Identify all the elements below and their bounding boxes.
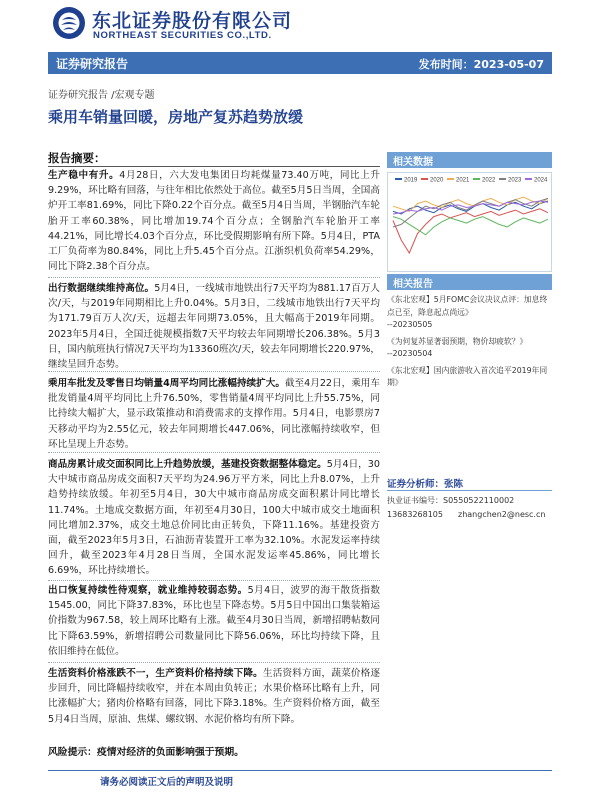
analyst-rule	[387, 490, 552, 491]
breadcrumb: 证券研究报告 /宏观专题	[48, 90, 155, 101]
related-reports-title: 相关报告	[393, 279, 433, 290]
footer-rule	[48, 770, 552, 771]
legend-label-2019: 2019	[404, 177, 418, 184]
company-name-en: NORTHEAST SECURITIES CO.,LTD.	[93, 30, 272, 41]
risk-warning: 风险提示：疫情对经济的负面影响强于预期。	[48, 747, 244, 758]
series-line-2020	[393, 209, 548, 253]
paragraph-lead: 商品房累计成交面积同比上升趋势放缓，基建投资数据整体稳定。	[48, 459, 327, 470]
summary-paragraph-property	[48, 457, 380, 579]
legend-label-2024: 2024	[534, 177, 548, 184]
paragraph-lead: 出口恢复持续性待观察，就业维持较弱态势。	[48, 585, 248, 596]
series-line-2022	[393, 217, 548, 235]
legend-label-2021: 2021	[456, 177, 470, 184]
related-data-header	[387, 152, 552, 168]
paragraph-divider	[48, 580, 380, 581]
analyst-email[interactable]: zhangchen2@nesc.cn	[458, 510, 546, 519]
paragraph-lead: 生活资料价格涨跌不一，生产资料价格持续下降。	[48, 668, 263, 679]
analyst-title: 证券分析师：张陈	[387, 479, 464, 490]
paragraph-divider	[48, 371, 380, 372]
summary-rule	[48, 166, 380, 167]
paragraph-lead: 生产稳中有升。	[48, 170, 120, 181]
summary-paragraph-exports	[48, 583, 380, 659]
company-logo	[52, 6, 86, 40]
summary-paragraph-auto-sales	[48, 376, 380, 452]
related-report-link[interactable]: 《东北宏观】国内旅游收入首次追平2019年同期》	[387, 365, 548, 387]
related-report-link[interactable]: 《东北宏观】5月FOMC会议决议点评：加息终点已至，降息起点尚远》	[387, 295, 548, 317]
analyst-license: 执业证书编号：S0550522110002	[387, 496, 515, 505]
series-line-2023	[393, 198, 548, 227]
paragraph-divider	[48, 662, 380, 663]
paragraph-divider	[48, 277, 380, 278]
paragraph-body: 4月28日，六大发电集团日均耗煤量73.40万吨，同比上升9.29%，环比略有回落，与往年相比依然处于高位。截至5月5日当周，全国高炉开工率81.69%，同比下降0.22个百分点。截至5月4日当周，半钢胎汽车轮胎开工率60.38%，同比增加19.74个百分点；全钢胎汽车轮胎开工率44.21%，同比增长4.03个百分点，环比受假期影响有所下降。5月4日，PTA工厂负荷率为80.84%，同比上升5.45个百分点。江浙织机负荷率54.29%，同比下降2.38个百分点。	[48, 170, 380, 273]
company-name-cn: 东北证券股份有限公司	[92, 10, 293, 32]
summary-paragraph-production	[48, 168, 380, 274]
header-bar	[48, 52, 552, 74]
paragraph-lead: 出行数据继续维持高位。	[48, 283, 155, 294]
related-reports-header	[387, 274, 552, 290]
related-report-date: --20230504	[387, 349, 433, 358]
analyst-phone: 13683268105	[387, 510, 443, 519]
paragraph-body: 生活资料方面，蔬菜价格逐步回升，同比降幅持续收窄，并在本周由负转正；水果价格环比略有上升，同比涨幅扩大；猪肉价格略有回落，同比下降3.18%。生产资料价格方面，截至5月4日当周，原油、焦煤、螺纹钢、水泥价格均有所下降。	[48, 668, 380, 725]
paragraph-lead: 乘用车批发及零售日均销量4周平均同比涨幅持续扩大。	[48, 378, 285, 389]
paragraph-body: 5月4日，30大中城市商品房成交面积7天平均为24.96万平方米，同比上升8.07%，上升趋势持续放缓。年初至5月4日，30大中城市商品房成交面积累计同比增长11.74%。土地成交数据方面，年初至4月30日，100大中城市成交土地面积同比增加2.37%，成交土地总价同比由正转负，下降11.16%。基建投资方面，截至2023年5月3日，石油沥青装置开工率为32.10%。水泥发运率持续回升，截至2023年4月28日当周，全国水泥发运率45.86%，同比增长6.69%，环比持续增长。	[48, 459, 381, 577]
legend-label-2020: 2020	[430, 177, 444, 184]
paragraph-body: 5月4日，波罗的海干散货指数1545.00，同比下降37.83%，环比也呈下降态势。5月5日中国出口集装箱运价指数为967.58，较上周环比略有上涨。截至4月30日当周，新增招聘帖数同比下降63.59%，新增招聘公司数量同比下降56.06%，环比均持续下降，且依旧维持在低位。	[48, 585, 380, 657]
summary-paragraph-travel	[48, 281, 380, 372]
legend-label-2022: 2022	[482, 177, 496, 184]
report-type-label: 证券研究报告	[56, 57, 129, 71]
legend-label-2023: 2023	[508, 177, 522, 184]
related-data-title: 相关数据	[393, 157, 433, 168]
related-report-date: --20230505	[387, 320, 433, 329]
related-report-link[interactable]: 《为何复苏显著弱预期，物价却疲软？》	[387, 336, 528, 346]
summary-title: 报告摘要：	[48, 151, 106, 165]
paragraph-body: 5月4日，一线城市地铁出行7天平均为881.17百万人次/天，与2019年同期相比上升0.04%。5月3日，二线城市地铁出行7天平均为171.79百万人次/天，远超去年同期73.05%，且大幅高于2019年同期。2023年5月4日，全国迁徙规模指数7天平均较去年同期增长206.38%。5月3日，国内航班执行情况7天平均为13360班次/天，较去年同期增长220.97%，继续呈回升态势。	[48, 283, 380, 371]
publish-date: 发布时间：2023-05-07	[418, 58, 544, 71]
paragraph-body: 截至4月22日，乘用车批发销量4周平均同比上升76.50%，零售销量4周平均同比上升55.75%，同比持续大幅扩大，显示政策推动和消费需求的支撑作用。5月4日，电影票房7天移动平均为2.55亿元，较去年同期增长447.06%，同比涨幅持续收窄，但环比呈现上升态势。	[48, 378, 380, 450]
summary-paragraph-prices	[48, 666, 380, 727]
report-headline: 乘用车销量回暖，房地产复苏趋势放缓	[48, 108, 304, 126]
related-reports-list	[387, 294, 552, 390]
paragraph-divider	[48, 452, 380, 453]
footer-disclaimer: 请务必阅读正文后的声明及说明	[100, 777, 234, 788]
related-data-chart	[387, 172, 552, 272]
